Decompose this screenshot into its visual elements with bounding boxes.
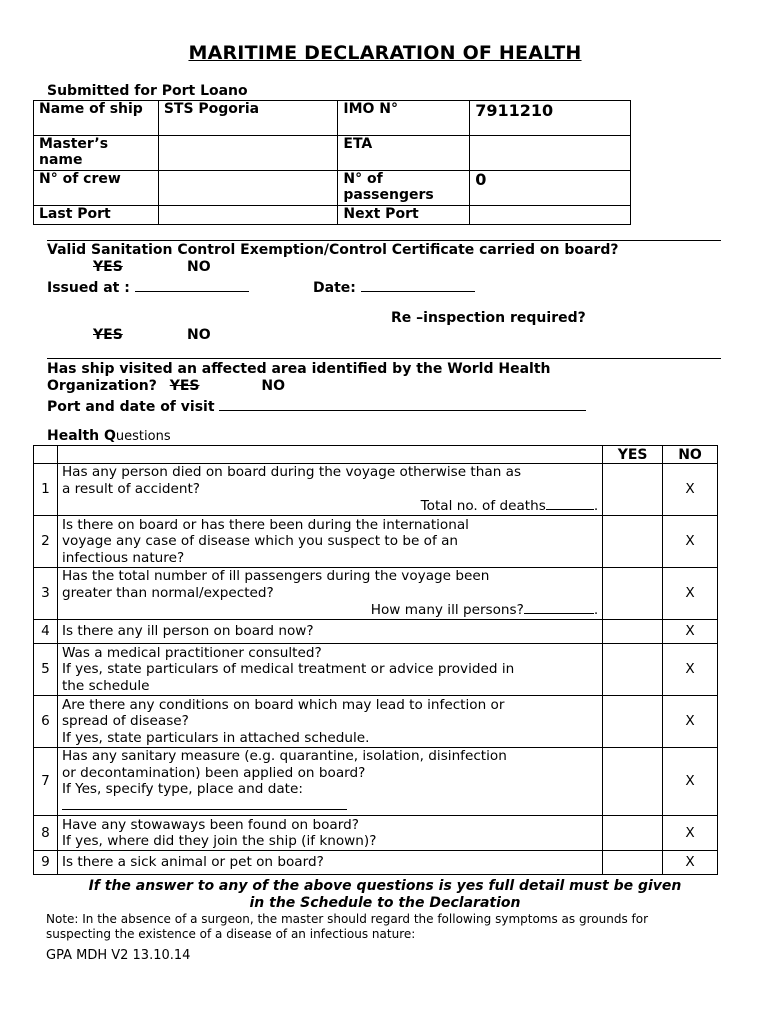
header-yes: YES	[603, 446, 663, 464]
document-version: GPA MDH V2 13.10.14	[46, 948, 191, 963]
question-line: If yes, state particulars of medical treatment or advice provided in	[61, 661, 515, 678]
who-question-line2	[47, 378, 285, 394]
instruction-line: in the Schedule to the Declaration	[249, 895, 521, 911]
header-no: NO	[663, 446, 718, 464]
answer-yes[interactable]	[603, 568, 663, 620]
who-question-label: Organization?	[47, 378, 157, 394]
question-line: Has any sanitary measure (e.g. quarantine, isolation, disinfection	[61, 748, 507, 764]
question-line: Has any person died on board during the voyage otherwise than as	[61, 464, 522, 481]
question-line: Is there any ill person on board now?	[61, 623, 314, 640]
passengers-value[interactable]: 0	[470, 171, 631, 206]
health-questions-table	[33, 445, 718, 875]
question-line: Are there any conditions on board which may lead to infection or	[61, 696, 505, 713]
next-port-label: Next Port	[338, 206, 470, 225]
question-line: voyage any case of disease which you suspect to be of an	[61, 533, 459, 550]
question-number: 2	[34, 516, 58, 568]
who-no[interactable]: NO	[261, 378, 286, 394]
question-text	[57, 816, 602, 851]
submitted-port: Submitted for Port Loano	[47, 83, 248, 99]
passengers-label: N° of passengers	[338, 171, 470, 206]
question-line: infectious nature?	[61, 549, 185, 566]
ship-name-label: Name of ship	[34, 101, 159, 136]
answer-yes[interactable]	[603, 748, 663, 816]
question-line: Has the total number of ill passengers during the voyage been	[61, 568, 490, 585]
question-number: 6	[34, 696, 58, 748]
answer-no[interactable]: X	[663, 516, 718, 568]
yes-answer-instruction	[40, 878, 730, 912]
issued-at	[47, 276, 249, 296]
answer-yes[interactable]	[603, 620, 663, 644]
question-line: a result of accident?	[61, 480, 201, 497]
table-row	[34, 748, 718, 816]
table-row	[34, 516, 718, 568]
health-questions-heading	[47, 428, 171, 444]
answer-no[interactable]: X	[663, 464, 718, 516]
answer-yes[interactable]	[603, 696, 663, 748]
sanitation-yes[interactable]: YES	[93, 259, 123, 275]
table-row	[34, 644, 718, 696]
sanitation-no[interactable]: NO	[187, 259, 211, 275]
question-number: 8	[34, 816, 58, 851]
visit-port-date	[47, 395, 586, 415]
question-number: 4	[34, 620, 58, 644]
ill-persons-field[interactable]	[524, 601, 594, 614]
ill-persons-count: How many ill persons? .	[370, 602, 599, 619]
who-question-line1: Has ship visited an affected area identified by the World Health	[47, 361, 551, 377]
question-text	[57, 748, 602, 816]
question-text	[57, 464, 602, 516]
page-title: MARITIME DECLARATION OF HEALTH	[188, 42, 582, 64]
instruction-line: If the answer to any of the above questions is yes full detail must be given	[88, 878, 682, 894]
table-row	[34, 696, 718, 748]
question-text	[57, 516, 602, 568]
answer-yes[interactable]	[603, 464, 663, 516]
issued-at-label: Issued at :	[47, 280, 130, 296]
question-text	[57, 644, 602, 696]
surgeon-note	[46, 912, 726, 941]
deaths-count: Total no. of deaths .	[420, 498, 599, 515]
reinspection-yes[interactable]: YES	[93, 327, 123, 343]
answer-no[interactable]: X	[663, 568, 718, 620]
table-row	[34, 568, 718, 620]
question-text	[57, 620, 602, 644]
answer-no[interactable]: X	[663, 748, 718, 816]
question-line: Is there a sick animal or pet on board?	[61, 854, 324, 871]
master-name-label: Master’s name	[34, 136, 159, 171]
reinspection-question: Re –inspection required?	[391, 310, 586, 326]
answer-yes[interactable]	[603, 516, 663, 568]
date-field[interactable]	[361, 276, 475, 292]
answer-yes[interactable]	[603, 644, 663, 696]
note-line: Note: In the absence of a surgeon, the master should regard the following symptoms as grounds for	[46, 912, 649, 926]
ship-details-table	[33, 100, 631, 225]
answer-yes[interactable]	[603, 851, 663, 875]
answer-no[interactable]: X	[663, 816, 718, 851]
who-yes[interactable]: YES	[169, 378, 200, 394]
health-heading-rest: uestions	[115, 429, 171, 444]
question-line: Was a medical practitioner consulted?	[61, 644, 322, 661]
last-port-label: Last Port	[34, 206, 159, 225]
imo-value[interactable]: 7911210	[470, 101, 631, 136]
table-row	[34, 816, 718, 851]
deaths-count-field[interactable]	[546, 497, 594, 510]
answer-no[interactable]: X	[663, 644, 718, 696]
question-line: or decontamination) been applied on board?	[61, 764, 366, 781]
question-number: 9	[34, 851, 58, 875]
separator-1	[47, 240, 721, 241]
answer-no[interactable]: X	[663, 696, 718, 748]
header-blank-num	[34, 446, 58, 464]
question-number: 1	[34, 464, 58, 516]
separator-2	[47, 358, 721, 359]
note-line: suspecting the existence of a disease of an infectious nature:	[46, 926, 416, 941]
question-line: Have any stowaways been found on board?	[61, 816, 359, 833]
question-number: 3	[34, 568, 58, 620]
question-line: the schedule	[61, 677, 150, 694]
answer-yes[interactable]	[603, 816, 663, 851]
master-name-value[interactable]	[158, 136, 338, 171]
header-blank-question	[57, 446, 602, 464]
next-port-value[interactable]	[470, 206, 631, 225]
table-row	[34, 851, 718, 875]
answer-no[interactable]: X	[663, 851, 718, 875]
question-text	[57, 851, 602, 875]
health-heading-bold: Health Q	[47, 428, 116, 444]
issued-at-field[interactable]	[135, 276, 249, 292]
question-number: 7	[34, 748, 58, 816]
question-line: Is there on board or has there been during the international	[61, 516, 469, 533]
question-line: If Yes, specify type, place and date:	[61, 781, 303, 797]
question-line: If yes, where did they join the ship (if known)?	[61, 833, 377, 849]
question-line: If yes, state particulars in attached schedule.	[61, 729, 370, 746]
reinspection-no[interactable]: NO	[187, 327, 211, 343]
visit-port-label: Port and date of visit	[47, 399, 215, 415]
sanitation-question: Valid Sanitation Control Exemption/Control Certificate carried on board?	[47, 242, 619, 258]
question-line: greater than normal/expected?	[61, 584, 274, 601]
question-line: spread of disease?	[61, 713, 189, 730]
question-text	[57, 568, 602, 620]
crew-label: N° of crew	[34, 171, 159, 206]
date-label: Date:	[313, 280, 356, 296]
sanitary-measure-field[interactable]	[62, 798, 347, 810]
question-text	[57, 696, 602, 748]
table-row	[34, 464, 718, 516]
eta-label: ETA	[338, 136, 470, 171]
imo-label: IMO N°	[338, 101, 470, 136]
question-number: 5	[34, 644, 58, 696]
last-port-value[interactable]	[158, 206, 338, 225]
answer-no[interactable]: X	[663, 620, 718, 644]
table-row	[34, 620, 718, 644]
ship-name-value[interactable]: STS Pogoria	[158, 101, 338, 136]
visit-port-field[interactable]	[219, 395, 586, 411]
eta-value[interactable]	[470, 136, 631, 171]
crew-value[interactable]	[158, 171, 338, 206]
date-field-group	[313, 276, 475, 296]
